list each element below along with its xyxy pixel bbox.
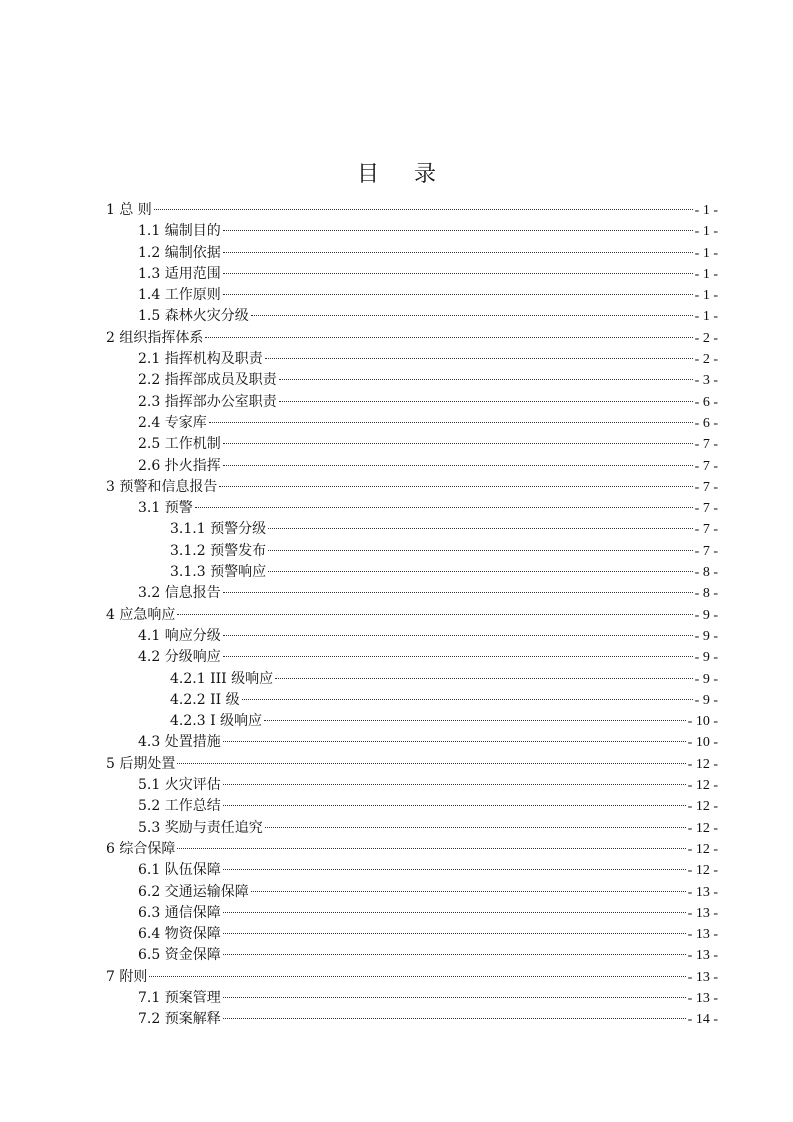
toc-entry-label: 1.2 编制依据 xyxy=(138,244,221,261)
toc-entry[interactable] xyxy=(106,1009,718,1030)
toc-entry[interactable] xyxy=(106,711,718,732)
toc-entry[interactable] xyxy=(106,796,718,817)
toc-entry[interactable] xyxy=(106,562,718,583)
toc-entry-label: 2.4 专家库 xyxy=(138,414,207,431)
toc-dot-leader xyxy=(205,337,692,338)
toc-entry[interactable] xyxy=(106,605,718,626)
toc-entry[interactable] xyxy=(106,882,718,903)
toc-dot-leader xyxy=(223,252,693,253)
toc-dot-leader xyxy=(223,230,693,231)
toc-entry-page-number: - 1 - xyxy=(694,203,718,218)
toc-entry-page-number: - 12 - xyxy=(687,841,718,857)
toc-entry-page-number: - 3 - xyxy=(694,373,718,389)
toc-entry-label: 3.1.2 预警发布 xyxy=(170,542,267,559)
toc-entry-page-number: - 9 - xyxy=(694,607,718,623)
toc-entry-label: 6.5 资金保障 xyxy=(138,947,221,964)
toc-entry-page-number: - 13 - xyxy=(687,905,718,921)
toc-entry-label: 2.1 指挥机构及职责 xyxy=(138,351,263,368)
toc-entry[interactable] xyxy=(106,477,718,498)
toc-dot-leader xyxy=(219,486,692,487)
toc-entry[interactable] xyxy=(106,456,718,477)
toc-entry-page-number: - 2 - xyxy=(694,352,718,368)
toc-entry-page-number: - 13 - xyxy=(687,969,718,985)
toc-entry[interactable] xyxy=(106,647,718,668)
toc-entry-label: 7.2 预案解释 xyxy=(138,1011,221,1028)
toc-entry-label: 2.5 工作机制 xyxy=(138,436,221,453)
toc-entry-page-number: - 1 - xyxy=(694,245,718,261)
toc-entry-page-number: - 1 - xyxy=(694,224,718,240)
toc-entry[interactable] xyxy=(106,839,718,860)
toc-entry-label: 2.2 指挥部成员及职责 xyxy=(138,372,277,389)
toc-entry-page-number: - 7 - xyxy=(694,501,718,517)
toc-entry-page-number: - 6 - xyxy=(694,394,718,410)
toc-entry[interactable] xyxy=(106,775,718,796)
toc-entry-label: 7.1 预案管理 xyxy=(138,989,221,1006)
toc-entry-page-number: - 12 - xyxy=(687,820,718,836)
toc-entry-page-number: - 12 - xyxy=(687,799,718,815)
toc-dot-leader xyxy=(265,827,686,828)
toc-entry[interactable] xyxy=(106,370,718,391)
toc-dot-leader xyxy=(223,592,693,593)
toc-entry-label: 4.2.1 III 级响应 xyxy=(170,670,274,687)
toc-dot-leader xyxy=(223,656,693,657)
toc-entry[interactable] xyxy=(106,690,718,711)
toc-entry-page-number: - 9 - xyxy=(694,628,718,644)
toc-dot-leader xyxy=(223,635,693,636)
toc-dot-leader xyxy=(223,443,693,444)
toc-entry-page-number: - 2 - xyxy=(694,330,718,346)
toc-entry[interactable] xyxy=(106,988,718,1009)
toc-entry-page-number: - 1 - xyxy=(694,266,718,282)
toc-dot-leader xyxy=(177,763,685,764)
toc-dot-leader xyxy=(223,954,686,955)
toc-entry-label: 2.3 指挥部办公室职责 xyxy=(138,393,277,410)
toc-entry-label: 1.4 工作原则 xyxy=(138,287,221,304)
toc-entry-label: 4 应急响应 xyxy=(106,606,176,623)
toc-entry[interactable] xyxy=(106,285,718,306)
toc-dot-leader xyxy=(223,273,693,274)
toc-entry-label: 5.3 奖励与责任追究 xyxy=(138,819,263,836)
toc-entry[interactable] xyxy=(106,200,718,221)
toc-entry-page-number: - 7 - xyxy=(694,458,718,474)
toc-entry-label: 2 组织指挥体系 xyxy=(106,329,204,346)
toc-entry-page-number: - 1 - xyxy=(694,309,718,325)
toc-dot-leader xyxy=(251,315,693,316)
toc-dot-leader xyxy=(268,550,693,551)
toc-entry-page-number: - 8 - xyxy=(694,586,718,602)
toc-entry-page-number: - 13 - xyxy=(687,927,718,943)
toc-entry-label: 6.4 物资保障 xyxy=(138,926,221,943)
toc-dot-leader xyxy=(275,678,693,679)
toc-dot-leader xyxy=(177,614,692,615)
toc-entry-page-number: - 13 - xyxy=(687,990,718,1006)
toc-entry-label: 3.1 预警 xyxy=(138,500,193,517)
toc-entry-page-number: - 10 - xyxy=(687,714,718,730)
toc-dot-leader xyxy=(242,699,693,700)
toc-entry-label: 3 预警和信息报告 xyxy=(106,478,218,495)
toc-entry[interactable] xyxy=(106,392,718,413)
toc-entry-page-number: - 10 - xyxy=(687,735,718,751)
toc-entry-page-number: - 9 - xyxy=(694,692,718,708)
toc-entry-page-number: - 9 - xyxy=(694,671,718,687)
toc-entry-label: 3.2 信息报告 xyxy=(138,585,221,602)
toc-entry-page-number: - 14 - xyxy=(687,1012,718,1028)
toc-entry[interactable] xyxy=(106,732,718,753)
toc-entry-label: 3.1.1 预警分级 xyxy=(170,521,267,538)
toc-dot-leader xyxy=(223,869,686,870)
toc-entry[interactable] xyxy=(106,967,718,988)
toc-entry[interactable] xyxy=(106,519,718,540)
toc-dot-leader xyxy=(223,912,686,913)
toc-entry-label: 5.1 火灾评估 xyxy=(138,777,221,794)
toc-dot-leader xyxy=(223,997,686,998)
toc-entry[interactable] xyxy=(106,328,718,349)
toc-entry[interactable] xyxy=(106,221,718,242)
toc-entry[interactable] xyxy=(106,669,718,690)
toc-entry-label: 1.1 编制目的 xyxy=(138,223,221,240)
toc-dot-leader xyxy=(265,358,693,359)
toc-entry-page-number: - 12 - xyxy=(687,756,718,772)
toc-entry[interactable] xyxy=(106,903,718,924)
toc-entry[interactable] xyxy=(106,754,718,775)
toc-dot-leader xyxy=(223,805,686,806)
toc-dot-leader xyxy=(279,379,693,380)
toc-entry-page-number: - 12 - xyxy=(687,778,718,794)
toc-dot-leader xyxy=(279,401,693,402)
toc-entry-page-number: - 7 - xyxy=(694,522,718,538)
toc-dot-leader xyxy=(223,294,693,295)
toc-dot-leader xyxy=(223,741,686,742)
toc-dot-leader xyxy=(223,465,693,466)
toc-entry-label: 6.1 队伍保障 xyxy=(138,862,221,879)
toc-entry-page-number: - 9 - xyxy=(694,650,718,666)
toc-entry[interactable] xyxy=(106,626,718,647)
toc-dot-leader xyxy=(223,784,686,785)
toc-dot-leader xyxy=(264,720,686,721)
toc-entry-page-number: - 7 - xyxy=(694,479,718,495)
toc-entry-page-number: - 12 - xyxy=(687,863,718,879)
toc-entry[interactable] xyxy=(106,306,718,327)
toc-entry[interactable] xyxy=(106,583,718,604)
toc-entry-page-number: - 8 - xyxy=(694,565,718,581)
toc-entry-page-number: - 6 - xyxy=(694,415,718,431)
toc-entry-label: 1 总 则 xyxy=(106,202,152,218)
toc-entry-label: 2.6 扑火指挥 xyxy=(138,457,221,474)
toc-dot-leader xyxy=(195,507,693,508)
toc-entry[interactable] xyxy=(106,860,718,881)
toc-entry-label: 4.2 分级响应 xyxy=(138,649,221,666)
toc-entry-label: 4.2.3 I 级响应 xyxy=(170,713,263,730)
toc-dot-leader xyxy=(149,976,685,977)
toc-title: 目 录 xyxy=(357,162,450,187)
toc-entry[interactable] xyxy=(106,243,718,264)
toc-entry[interactable] xyxy=(106,349,718,370)
toc-dot-leader xyxy=(209,422,693,423)
table-of-contents xyxy=(106,200,718,1031)
toc-entry[interactable] xyxy=(106,434,718,455)
toc-entry[interactable] xyxy=(106,498,718,519)
toc-entry-page-number: - 7 - xyxy=(694,543,718,559)
toc-dot-leader xyxy=(223,1018,686,1019)
toc-dot-leader xyxy=(268,571,693,572)
toc-entry-label: 4.2.2 II 级 xyxy=(170,691,240,708)
toc-entry-label: 7 附则 xyxy=(106,968,148,985)
toc-entry-label: 3.1.3 预警响应 xyxy=(170,564,267,581)
toc-entry[interactable] xyxy=(106,413,718,434)
toc-entry-label: 4.1 响应分级 xyxy=(138,627,221,644)
toc-entry-label: 4.3 处置措施 xyxy=(138,734,221,751)
toc-dot-leader xyxy=(177,848,685,849)
toc-dot-leader xyxy=(223,933,686,934)
toc-entry[interactable] xyxy=(106,264,718,285)
toc-dot-leader xyxy=(268,528,693,529)
toc-entry-label: 6.2 交通运输保障 xyxy=(138,883,249,900)
toc-entry-label: 6 综合保障 xyxy=(106,840,176,857)
toc-dot-leader xyxy=(251,891,686,892)
toc-entry[interactable] xyxy=(106,924,718,945)
toc-entry[interactable] xyxy=(106,945,718,966)
toc-entry-page-number: - 13 - xyxy=(687,948,718,964)
toc-dot-leader xyxy=(154,209,693,210)
toc-entry-label: 1.5 森林火灾分级 xyxy=(138,308,249,325)
toc-entry-label: 5 后期处置 xyxy=(106,755,176,772)
toc-entry[interactable] xyxy=(106,818,718,839)
toc-entry[interactable] xyxy=(106,541,718,562)
toc-entry-label: 5.2 工作总结 xyxy=(138,798,221,815)
toc-entry-label: 6.3 通信保障 xyxy=(138,904,221,921)
toc-entry-page-number: - 13 - xyxy=(687,884,718,900)
toc-entry-page-number: - 7 - xyxy=(694,437,718,453)
toc-entry-label: 1.3 适用范围 xyxy=(138,265,221,282)
toc-entry-page-number: - 1 - xyxy=(694,288,718,304)
